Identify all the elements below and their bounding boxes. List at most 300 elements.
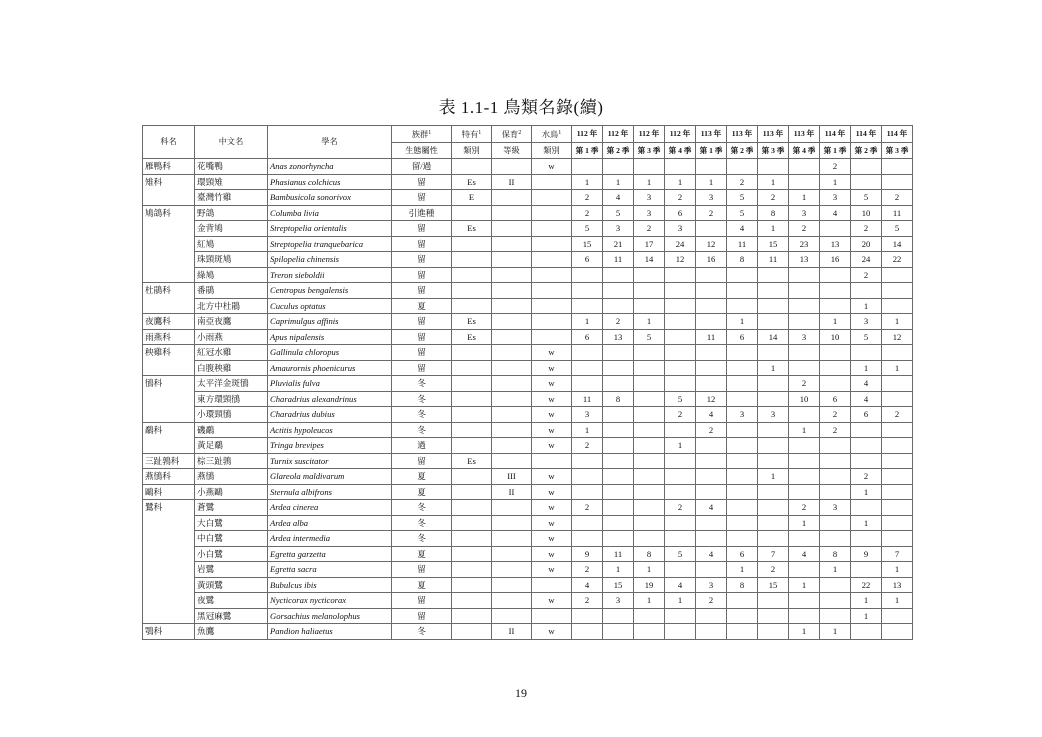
- residency-cell: 留: [392, 562, 452, 578]
- table-row: [143, 562, 913, 578]
- count-cell: [665, 345, 696, 361]
- chinese-name-cell: 花嘴鴨: [195, 159, 268, 175]
- count-cell: [572, 159, 603, 175]
- chinese-name-cell: 黃頭鷺: [195, 577, 268, 593]
- count-cell: [758, 438, 789, 454]
- table-row: [143, 283, 913, 299]
- count-cell: 6: [572, 252, 603, 268]
- count-cell: [696, 608, 727, 624]
- residency-cell: 夏: [392, 298, 452, 314]
- residency-cell: 留: [392, 608, 452, 624]
- endemic-cell: [452, 593, 492, 609]
- endemic-cell: [452, 391, 492, 407]
- count-cell: [603, 159, 634, 175]
- endemic-cell: Es: [452, 453, 492, 469]
- header-residency-sub: 生態屬性: [392, 143, 452, 159]
- header-endemic-sub: 類別: [452, 143, 492, 159]
- waterbird-cell: [532, 236, 572, 252]
- count-cell: 24: [665, 236, 696, 252]
- count-cell: [696, 469, 727, 485]
- count-cell: [758, 500, 789, 516]
- count-cell: [634, 453, 665, 469]
- count-cell: [789, 469, 820, 485]
- count-cell: [603, 376, 634, 392]
- count-cell: 1: [820, 562, 851, 578]
- endemic-cell: [452, 345, 492, 361]
- residency-cell: 冬: [392, 500, 452, 516]
- count-cell: [820, 267, 851, 283]
- conservation-cell: [492, 283, 532, 299]
- chinese-name-cell: 磯鷸: [195, 422, 268, 438]
- header-conservation-sub: 等級: [492, 143, 532, 159]
- count-cell: [665, 469, 696, 485]
- chinese-name-cell: 小雨燕: [195, 329, 268, 345]
- count-cell: [634, 608, 665, 624]
- count-cell: 1: [851, 484, 882, 500]
- count-cell: [727, 469, 758, 485]
- count-cell: [696, 438, 727, 454]
- count-cell: [696, 221, 727, 237]
- count-cell: 1: [572, 174, 603, 190]
- count-cell: 2: [789, 500, 820, 516]
- count-cell: 2: [758, 562, 789, 578]
- waterbird-cell: [532, 608, 572, 624]
- conservation-cell: [492, 329, 532, 345]
- count-cell: 2: [789, 376, 820, 392]
- count-cell: 11: [758, 252, 789, 268]
- family-cell: 鶚科: [143, 624, 195, 640]
- scientific-name-cell: Cuculus optatus: [268, 298, 392, 314]
- header-quarter-year: 112 年: [634, 126, 665, 143]
- count-cell: 2: [603, 314, 634, 330]
- count-cell: 1: [820, 174, 851, 190]
- count-cell: 2: [696, 593, 727, 609]
- count-cell: 1: [789, 515, 820, 531]
- count-cell: [634, 159, 665, 175]
- count-cell: 3: [820, 190, 851, 206]
- header-quarter-year: 113 年: [758, 126, 789, 143]
- count-cell: [758, 608, 789, 624]
- count-cell: [634, 422, 665, 438]
- count-cell: 1: [572, 422, 603, 438]
- header-quarter: 第 1 季: [820, 143, 851, 159]
- scientific-name-cell: Treron sieboldii: [268, 267, 392, 283]
- scientific-name-cell: Centropus bengalensis: [268, 283, 392, 299]
- header-quarter: 第 2 季: [727, 143, 758, 159]
- count-cell: 1: [634, 174, 665, 190]
- count-cell: 3: [727, 407, 758, 423]
- count-cell: [665, 267, 696, 283]
- header-quarter: 第 1 季: [572, 143, 603, 159]
- count-cell: 2: [789, 221, 820, 237]
- scientific-name-cell: Caprimulgus affinis: [268, 314, 392, 330]
- count-cell: [727, 360, 758, 376]
- count-cell: 1: [789, 190, 820, 206]
- count-cell: [789, 484, 820, 500]
- count-cell: [603, 453, 634, 469]
- count-cell: [727, 391, 758, 407]
- header-quarter: 第 3 季: [758, 143, 789, 159]
- count-cell: [727, 453, 758, 469]
- residency-cell: 冬: [392, 624, 452, 640]
- count-cell: [634, 283, 665, 299]
- count-cell: [820, 360, 851, 376]
- count-cell: [572, 376, 603, 392]
- count-cell: [696, 562, 727, 578]
- scientific-name-cell: Egretta garzetta: [268, 546, 392, 562]
- residency-cell: 冬: [392, 376, 452, 392]
- count-cell: [758, 283, 789, 299]
- count-cell: [851, 453, 882, 469]
- count-cell: [851, 159, 882, 175]
- count-cell: [789, 267, 820, 283]
- count-cell: 13: [603, 329, 634, 345]
- count-cell: [820, 283, 851, 299]
- chinese-name-cell: 白腹秧雞: [195, 360, 268, 376]
- scientific-name-cell: Pandion haliaetus: [268, 624, 392, 640]
- count-cell: 1: [882, 593, 913, 609]
- waterbird-cell: w: [532, 484, 572, 500]
- chinese-name-cell: 綠鳩: [195, 267, 268, 283]
- count-cell: 15: [572, 236, 603, 252]
- conservation-cell: [492, 422, 532, 438]
- count-cell: 2: [634, 221, 665, 237]
- conservation-cell: II: [492, 624, 532, 640]
- table-row: [143, 593, 913, 609]
- residency-cell: 留: [392, 593, 452, 609]
- chinese-name-cell: 小燕鷗: [195, 484, 268, 500]
- count-cell: [665, 159, 696, 175]
- scientific-name-cell: Bambusicola sonorivox: [268, 190, 392, 206]
- count-cell: 3: [634, 190, 665, 206]
- chinese-name-cell: 蒼鷺: [195, 500, 268, 516]
- header-quarter-year: 112 年: [603, 126, 634, 143]
- count-cell: [727, 624, 758, 640]
- count-cell: [572, 484, 603, 500]
- waterbird-cell: w: [532, 469, 572, 485]
- count-cell: [572, 469, 603, 485]
- chinese-name-cell: 紅冠水雞: [195, 345, 268, 361]
- count-cell: [603, 407, 634, 423]
- count-cell: 2: [882, 407, 913, 423]
- count-cell: [820, 221, 851, 237]
- residency-cell: 冬: [392, 422, 452, 438]
- count-cell: [572, 345, 603, 361]
- count-cell: [882, 267, 913, 283]
- table-row: [143, 159, 913, 175]
- table-body: [143, 159, 913, 640]
- count-cell: 2: [572, 190, 603, 206]
- count-cell: [603, 283, 634, 299]
- scientific-name-cell: Charadrius alexandrinus: [268, 391, 392, 407]
- endemic-cell: [452, 438, 492, 454]
- conservation-cell: [492, 391, 532, 407]
- count-cell: [882, 391, 913, 407]
- conservation-cell: [492, 608, 532, 624]
- count-cell: 3: [851, 314, 882, 330]
- count-cell: 5: [603, 205, 634, 221]
- count-cell: 1: [851, 608, 882, 624]
- count-cell: [789, 438, 820, 454]
- count-cell: 1: [603, 174, 634, 190]
- scientific-name-cell: Charadrius dubius: [268, 407, 392, 423]
- count-cell: [634, 360, 665, 376]
- count-cell: [634, 376, 665, 392]
- count-cell: 8: [727, 577, 758, 593]
- count-cell: [634, 531, 665, 547]
- count-cell: [603, 500, 634, 516]
- scientific-name-cell: Gallinula chloropus: [268, 345, 392, 361]
- chinese-name-cell: 岩鷺: [195, 562, 268, 578]
- header-quarter-year: 113 年: [696, 126, 727, 143]
- waterbird-cell: [532, 283, 572, 299]
- count-cell: [696, 314, 727, 330]
- waterbird-cell: w: [532, 376, 572, 392]
- chinese-name-cell: 中白鷺: [195, 531, 268, 547]
- chinese-name-cell: 環頸雉: [195, 174, 268, 190]
- count-cell: 10: [789, 391, 820, 407]
- chinese-name-cell: 紅鳩: [195, 236, 268, 252]
- count-cell: [820, 484, 851, 500]
- header-family: 科名: [143, 126, 195, 159]
- count-cell: 17: [634, 236, 665, 252]
- family-cell: 鷗科: [143, 484, 195, 500]
- count-cell: [820, 593, 851, 609]
- count-cell: 2: [820, 159, 851, 175]
- count-cell: [758, 484, 789, 500]
- chinese-name-cell: 野鴿: [195, 205, 268, 221]
- count-cell: [603, 360, 634, 376]
- count-cell: 11: [603, 546, 634, 562]
- count-cell: [634, 438, 665, 454]
- count-cell: [820, 438, 851, 454]
- count-cell: 8: [820, 546, 851, 562]
- count-cell: [882, 422, 913, 438]
- count-cell: [820, 453, 851, 469]
- count-cell: [789, 283, 820, 299]
- table-row: [143, 531, 913, 547]
- endemic-cell: [452, 469, 492, 485]
- endemic-cell: [452, 546, 492, 562]
- table-row: [143, 360, 913, 376]
- count-cell: [572, 298, 603, 314]
- count-cell: 2: [851, 221, 882, 237]
- count-cell: [789, 345, 820, 361]
- table-row: [143, 422, 913, 438]
- count-cell: 14: [634, 252, 665, 268]
- endemic-cell: [452, 515, 492, 531]
- count-cell: [665, 484, 696, 500]
- count-cell: 1: [665, 593, 696, 609]
- count-cell: 2: [572, 205, 603, 221]
- residency-cell: 留: [392, 221, 452, 237]
- count-cell: 1: [882, 562, 913, 578]
- header-quarter-year: 113 年: [789, 126, 820, 143]
- waterbird-cell: w: [532, 500, 572, 516]
- waterbird-cell: w: [532, 593, 572, 609]
- count-cell: 3: [820, 500, 851, 516]
- count-cell: [603, 267, 634, 283]
- family-cell: 鷺科: [143, 500, 195, 624]
- conservation-cell: [492, 205, 532, 221]
- chinese-name-cell: 黑冠麻鷺: [195, 608, 268, 624]
- count-cell: [603, 531, 634, 547]
- count-cell: [665, 314, 696, 330]
- waterbird-cell: [532, 190, 572, 206]
- count-cell: 3: [603, 593, 634, 609]
- count-cell: 1: [634, 314, 665, 330]
- residency-cell: 留: [392, 345, 452, 361]
- count-cell: [789, 593, 820, 609]
- chinese-name-cell: 夜鷺: [195, 593, 268, 609]
- count-cell: [727, 608, 758, 624]
- count-cell: [727, 376, 758, 392]
- chinese-name-cell: 珠頸斑鳩: [195, 252, 268, 268]
- count-cell: [727, 159, 758, 175]
- table-row: [143, 174, 913, 190]
- count-cell: 9: [851, 546, 882, 562]
- count-cell: 5: [727, 190, 758, 206]
- header-waterbird-sub: 類別: [532, 143, 572, 159]
- count-cell: [758, 593, 789, 609]
- chinese-name-cell: 臺灣竹雞: [195, 190, 268, 206]
- count-cell: 9: [572, 546, 603, 562]
- count-cell: 1: [696, 174, 727, 190]
- table-row: [143, 221, 913, 237]
- waterbird-cell: w: [532, 159, 572, 175]
- count-cell: [882, 608, 913, 624]
- page-number: 19: [515, 686, 527, 700]
- table-row: [143, 546, 913, 562]
- waterbird-cell: w: [532, 422, 572, 438]
- count-cell: [851, 174, 882, 190]
- table-row: [143, 190, 913, 206]
- scientific-name-cell: Actitis hypoleucos: [268, 422, 392, 438]
- family-cell: 夜鷹科: [143, 314, 195, 330]
- count-cell: [727, 484, 758, 500]
- waterbird-cell: [532, 205, 572, 221]
- count-cell: 2: [820, 422, 851, 438]
- count-cell: [572, 453, 603, 469]
- count-cell: 21: [603, 236, 634, 252]
- endemic-cell: Es: [452, 174, 492, 190]
- count-cell: 8: [727, 252, 758, 268]
- count-cell: 1: [727, 314, 758, 330]
- count-cell: [758, 267, 789, 283]
- count-cell: 4: [851, 391, 882, 407]
- family-cell: 雨燕科: [143, 329, 195, 345]
- count-cell: [820, 577, 851, 593]
- count-cell: 4: [665, 577, 696, 593]
- count-cell: 2: [820, 407, 851, 423]
- count-cell: 14: [882, 236, 913, 252]
- chinese-name-cell: 大白鷺: [195, 515, 268, 531]
- count-cell: 10: [820, 329, 851, 345]
- bird-list-table: [142, 125, 913, 640]
- conservation-cell: [492, 593, 532, 609]
- table-row: [143, 608, 913, 624]
- count-cell: [882, 376, 913, 392]
- count-cell: 4: [851, 376, 882, 392]
- table-row: [143, 205, 913, 221]
- waterbird-cell: [532, 267, 572, 283]
- count-cell: 5: [882, 221, 913, 237]
- count-cell: 8: [758, 205, 789, 221]
- count-cell: 1: [820, 314, 851, 330]
- count-cell: [758, 453, 789, 469]
- count-cell: 6: [851, 407, 882, 423]
- scientific-name-cell: Sternula albifrons: [268, 484, 392, 500]
- count-cell: 13: [882, 577, 913, 593]
- table-row: [143, 438, 913, 454]
- count-cell: 10: [851, 205, 882, 221]
- conservation-cell: [492, 546, 532, 562]
- header-quarter-year: 114 年: [820, 126, 851, 143]
- residency-cell: 留: [392, 174, 452, 190]
- count-cell: 8: [634, 546, 665, 562]
- chinese-name-cell: 番鵑: [195, 283, 268, 299]
- count-cell: 24: [851, 252, 882, 268]
- header-quarter: 第 4 季: [665, 143, 696, 159]
- count-cell: [665, 515, 696, 531]
- count-cell: [696, 345, 727, 361]
- scientific-name-cell: Pluvialis fulva: [268, 376, 392, 392]
- residency-cell: 留/過: [392, 159, 452, 175]
- residency-cell: 夏: [392, 577, 452, 593]
- table-row: [143, 329, 913, 345]
- count-cell: [572, 267, 603, 283]
- endemic-cell: Es: [452, 314, 492, 330]
- count-cell: 3: [696, 577, 727, 593]
- residency-cell: 留: [392, 252, 452, 268]
- conservation-cell: [492, 236, 532, 252]
- waterbird-cell: w: [532, 546, 572, 562]
- count-cell: 1: [665, 438, 696, 454]
- endemic-cell: [452, 577, 492, 593]
- count-cell: 2: [851, 469, 882, 485]
- table-row: [143, 345, 913, 361]
- count-cell: [820, 376, 851, 392]
- count-cell: [789, 562, 820, 578]
- family-cell: 三趾鶉科: [143, 453, 195, 469]
- chinese-name-cell: 燕鴴: [195, 469, 268, 485]
- count-cell: 5: [851, 190, 882, 206]
- count-cell: 1: [572, 314, 603, 330]
- residency-cell: 留: [392, 236, 452, 252]
- endemic-cell: [452, 159, 492, 175]
- count-cell: [820, 345, 851, 361]
- header-endemic: 特有$^1$: [452, 126, 492, 143]
- count-cell: [634, 484, 665, 500]
- count-cell: [696, 376, 727, 392]
- conservation-cell: [492, 515, 532, 531]
- count-cell: [634, 298, 665, 314]
- endemic-cell: [452, 376, 492, 392]
- count-cell: [851, 438, 882, 454]
- endemic-cell: [452, 531, 492, 547]
- count-cell: [758, 159, 789, 175]
- scientific-name-cell: Egretta sacra: [268, 562, 392, 578]
- count-cell: 4: [727, 221, 758, 237]
- count-cell: 1: [820, 624, 851, 640]
- count-cell: [882, 283, 913, 299]
- family-cell: 杜鵑科: [143, 283, 195, 314]
- count-cell: 5: [572, 221, 603, 237]
- count-cell: [665, 376, 696, 392]
- chinese-name-cell: 金背鳩: [195, 221, 268, 237]
- count-cell: [603, 345, 634, 361]
- chinese-name-cell: 太平洋金斑鴴: [195, 376, 268, 392]
